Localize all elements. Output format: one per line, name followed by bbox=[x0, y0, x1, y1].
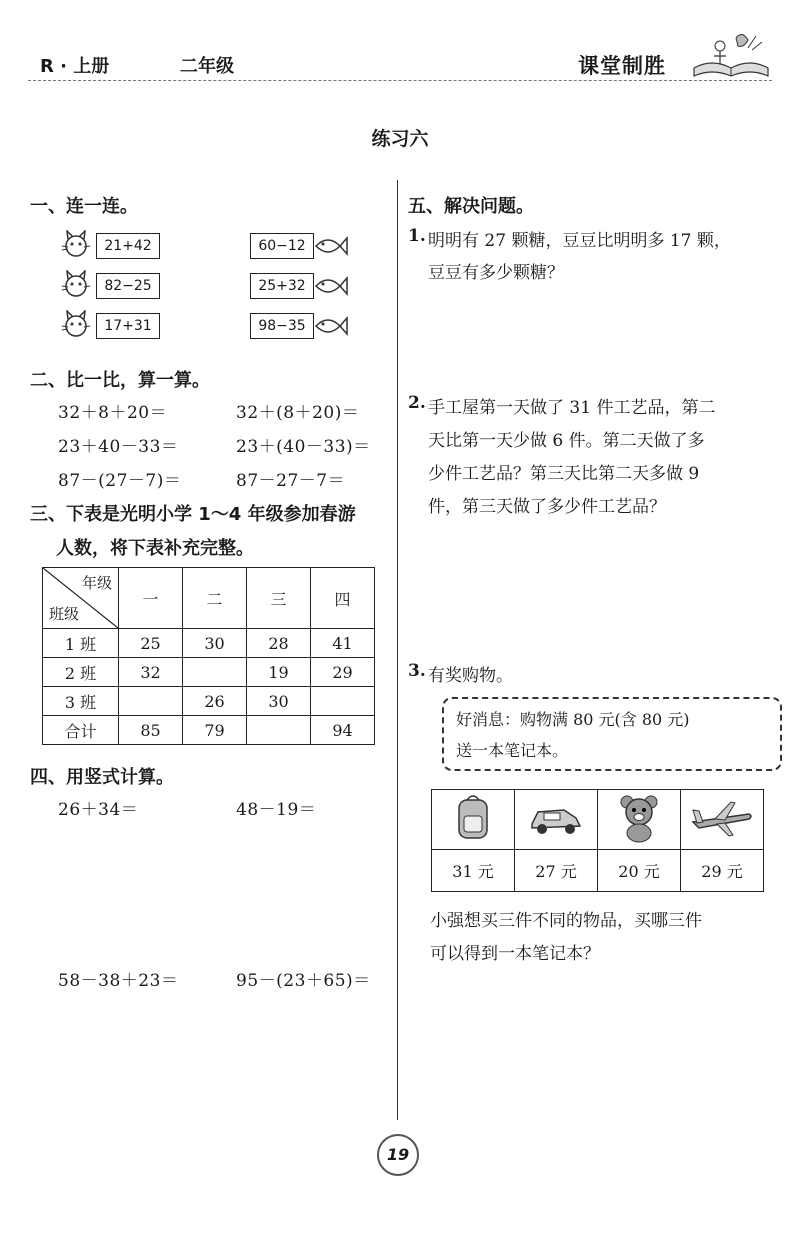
corner-label-class: 班级 bbox=[49, 605, 80, 623]
price-label: 27 元 bbox=[515, 850, 598, 892]
q4-heading: 四、用竖式计算。 bbox=[30, 767, 174, 788]
right-expression-box[interactable]: 25+32 bbox=[250, 273, 314, 299]
table-row bbox=[43, 629, 375, 658]
q3-heading-line1: 三、下表是光明小学 1～4 年级参加春游 bbox=[30, 504, 356, 525]
fish-icon bbox=[312, 310, 348, 340]
problem2-line: 手工屋第一天做了 31 件工艺品，第二 bbox=[428, 398, 716, 418]
problem3-question-line: 小强想买三件不同的物品，买哪三件 bbox=[430, 911, 702, 931]
q4-expression: 48－19＝ bbox=[236, 800, 317, 820]
left-expression-box[interactable]: 82−25 bbox=[96, 273, 160, 299]
notice-line: 好消息：购物满 80 元(含 80 元) bbox=[456, 710, 690, 729]
spring-trip-table bbox=[42, 567, 375, 745]
table-cell: 79 bbox=[183, 716, 247, 745]
fish-icon bbox=[312, 270, 348, 300]
column-header: 四 bbox=[311, 568, 375, 629]
table-cell: 94 bbox=[311, 716, 375, 745]
table-cell-blank[interactable] bbox=[247, 716, 311, 745]
problem3-question-line: 可以得到一本笔记本？ bbox=[430, 944, 600, 964]
table-cell: 32 bbox=[119, 658, 183, 687]
column-header: 一 bbox=[119, 568, 183, 629]
column-header: 三 bbox=[247, 568, 311, 629]
left-expression-box[interactable]: 21+42 bbox=[96, 233, 160, 259]
q4-expression: 58－38＋23＝ bbox=[58, 971, 179, 991]
table-cell: 26 bbox=[183, 687, 247, 716]
teddy-bear-icon bbox=[615, 792, 663, 844]
column-divider bbox=[397, 180, 398, 1120]
row-label: 3 班 bbox=[43, 687, 119, 716]
product-cell bbox=[598, 790, 681, 850]
corner-label-grade: 年级 bbox=[81, 574, 112, 592]
page-title: 练习六 bbox=[371, 128, 429, 150]
q2-expression: 32＋8＋20＝ bbox=[58, 403, 168, 423]
table-corner-cell bbox=[43, 568, 119, 629]
q2-heading: 二、比一比，算一算。 bbox=[30, 370, 210, 391]
problem3-number: 3. bbox=[408, 661, 426, 681]
table-cell: 30 bbox=[247, 687, 311, 716]
cat-icon bbox=[60, 230, 96, 260]
column-header: 二 bbox=[183, 568, 247, 629]
cat-icon bbox=[60, 310, 96, 340]
q1-heading: 一、连一连。 bbox=[30, 196, 138, 217]
problem2-line: 少件工艺品？第三天比第二天多做 9 bbox=[428, 464, 700, 484]
q2-expression: 23＋(40－33)＝ bbox=[236, 437, 371, 457]
problem1-line: 明明有 27 颗糖，豆豆比明明多 17 颗， bbox=[428, 231, 731, 251]
q5-heading: 五、解决问题。 bbox=[408, 196, 534, 217]
product-cell bbox=[432, 790, 515, 850]
toy-plane-icon bbox=[689, 796, 755, 840]
problem2-line: 天比第一天少做 6 件。第二天做了多 bbox=[428, 431, 705, 451]
row-label: 1 班 bbox=[43, 629, 119, 658]
q2-expression: 32＋(8＋20)＝ bbox=[236, 403, 360, 423]
table-cell: 29 bbox=[311, 658, 375, 687]
problem1-line: 豆豆有多少颗糖？ bbox=[428, 263, 564, 283]
price-label: 31 元 bbox=[432, 850, 515, 892]
price-label: 20 元 bbox=[598, 850, 681, 892]
q2-expression: 87－27－7＝ bbox=[236, 471, 346, 491]
table-cell: 30 bbox=[183, 629, 247, 658]
table-cell: 28 bbox=[247, 629, 311, 658]
header-divider bbox=[28, 80, 772, 81]
products-table bbox=[431, 789, 764, 892]
book-logo-icon bbox=[690, 28, 772, 80]
toy-car-icon bbox=[528, 798, 584, 838]
product-cell bbox=[515, 790, 598, 850]
header-series: R · 上册 bbox=[40, 56, 110, 77]
table-row bbox=[43, 658, 375, 687]
backpack-icon bbox=[451, 792, 495, 844]
right-expression-box[interactable]: 60−12 bbox=[250, 233, 314, 259]
table-cell: 19 bbox=[247, 658, 311, 687]
fish-icon bbox=[312, 230, 348, 260]
table-cell-blank[interactable] bbox=[311, 687, 375, 716]
page-number: 19 bbox=[377, 1134, 419, 1176]
table-cell-blank[interactable] bbox=[119, 687, 183, 716]
header-grade: 二年级 bbox=[180, 56, 234, 77]
table-row bbox=[43, 687, 375, 716]
q4-expression: 95－(23＋65)＝ bbox=[236, 971, 371, 991]
cat-icon bbox=[60, 270, 96, 300]
table-cell-blank[interactable] bbox=[183, 658, 247, 687]
q2-expression: 23＋40－33＝ bbox=[58, 437, 179, 457]
problem3-title: 有奖购物。 bbox=[428, 666, 513, 686]
problem2-line: 件，第三天做了多少件工艺品？ bbox=[428, 497, 666, 517]
problem1-number: 1. bbox=[408, 226, 426, 246]
left-expression-box[interactable]: 17+31 bbox=[96, 313, 160, 339]
price-label: 29 元 bbox=[681, 850, 764, 892]
right-expression-box[interactable]: 98−35 bbox=[250, 313, 314, 339]
product-cell bbox=[681, 790, 764, 850]
notice-line: 送一本笔记本。 bbox=[456, 741, 569, 760]
q4-expression: 26＋34＝ bbox=[58, 800, 139, 820]
price-row bbox=[432, 850, 764, 892]
header-brand: 课堂制胜 bbox=[578, 54, 666, 78]
table-cell: 85 bbox=[119, 716, 183, 745]
q3-heading-line2: 人数，将下表补充完整。 bbox=[56, 538, 254, 559]
row-label: 合计 bbox=[43, 716, 119, 745]
row-label: 2 班 bbox=[43, 658, 119, 687]
q2-expression: 87－(27－7)＝ bbox=[58, 471, 182, 491]
table-row bbox=[43, 716, 375, 745]
table-cell: 41 bbox=[311, 629, 375, 658]
problem2-number: 2. bbox=[408, 393, 426, 413]
table-cell: 25 bbox=[119, 629, 183, 658]
